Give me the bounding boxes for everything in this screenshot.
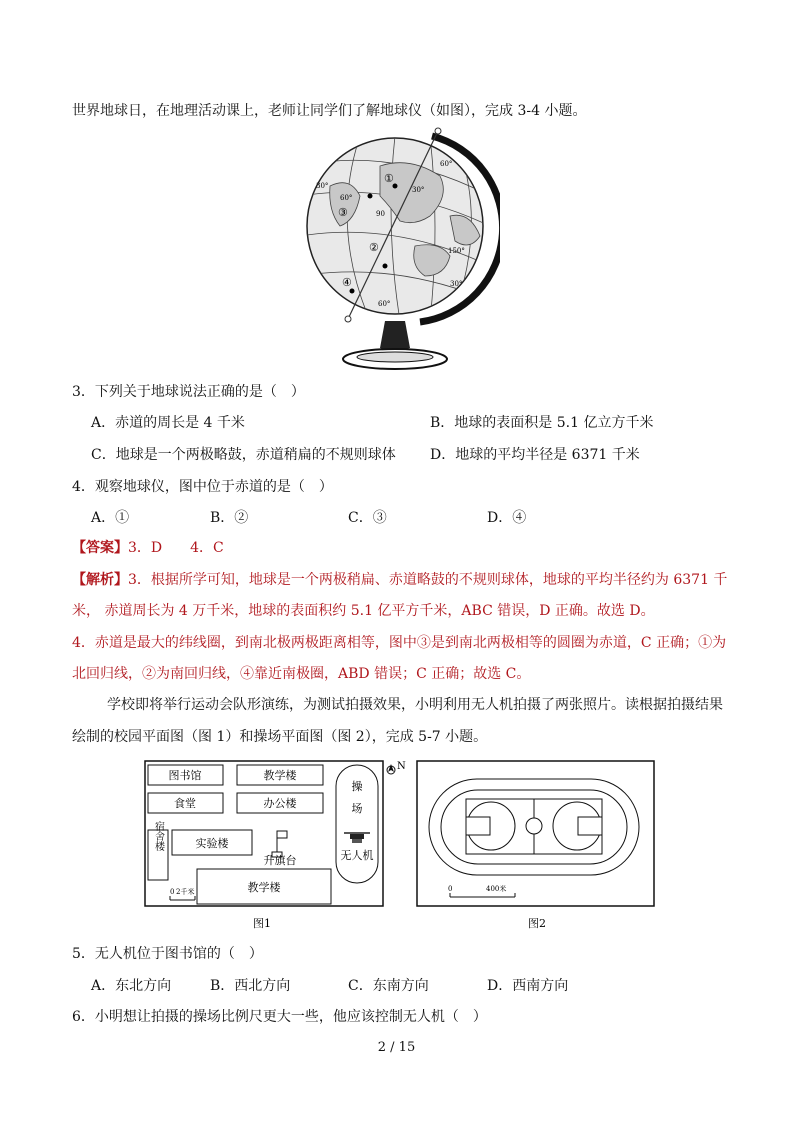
flag-platform-label: 升旗台 xyxy=(263,854,297,867)
canteen-label: 食堂 xyxy=(174,797,196,810)
analysis-text-1: 3．根据所学可知，地球是一个两极稍扁、赤道略鼓的不规则球体，地球的平均半径约为 6371 千 xyxy=(128,572,728,588)
analysis-line-1 xyxy=(72,570,727,590)
svg-text:60°: 60° xyxy=(340,194,353,202)
globe-label-1: ① xyxy=(384,172,394,185)
q3-option-d[interactable]: D．地球的平均半径是 6371 千米 xyxy=(430,447,640,463)
fig2-scale-zero: 0 xyxy=(448,885,453,893)
q4-option-b[interactable]: B．② xyxy=(210,510,249,526)
dorm-label: 宿舍楼 xyxy=(152,821,164,851)
field-label-1: 操 xyxy=(351,780,363,793)
svg-text:30°: 30° xyxy=(412,186,425,194)
q3-option-a[interactable]: A．赤道的周长是 4 千米 xyxy=(91,415,245,431)
q3-option-c[interactable]: C．地球是一个两极略鼓，赤道稍扁的不规则球体 xyxy=(91,447,396,463)
svg-text:90: 90 xyxy=(376,210,385,218)
office-building-label: 办公楼 xyxy=(263,797,297,810)
intro-text-1: 世界地球日，在地理活动课上，老师让同学们了解地球仪（如图），完成 3-4 小题。 xyxy=(72,103,587,119)
lab-building-label: 实验楼 xyxy=(195,837,229,850)
globe-figure xyxy=(300,126,500,376)
north-label: N xyxy=(397,761,406,772)
campus-plan-figure xyxy=(140,757,410,937)
teaching-building-1-label: 教学楼 xyxy=(263,769,297,782)
fig1-scale-label: 2千米 xyxy=(176,888,195,896)
q5-option-b[interactable]: B．西北方向 xyxy=(210,978,291,994)
fig2-scale-label: 400米 xyxy=(486,885,507,893)
q5-option-a[interactable]: A．东北方向 xyxy=(91,978,172,994)
q3-stem: 3．下列关于地球说法正确的是（ ） xyxy=(72,384,305,400)
q4-option-d[interactable]: D．④ xyxy=(487,510,527,526)
intro-text-2b: 绘制的校园平面图（图 1）和操场平面图（图 2），完成 5-7 小题。 xyxy=(72,729,488,745)
q5-stem: 5．无人机位于图书馆的（ ） xyxy=(72,946,263,962)
fig1-caption: 图1 xyxy=(253,917,271,930)
q3-option-b[interactable]: B．地球的表面积是 5.1 亿立方千米 xyxy=(430,415,654,431)
fig1-scale-zero: 0 xyxy=(170,888,175,896)
page-number: 2 / 15 xyxy=(377,1040,416,1055)
globe-stand xyxy=(380,321,410,351)
analysis-label: 【解析】 xyxy=(72,572,128,588)
drone-label: 无人机 xyxy=(340,849,374,862)
svg-text:150°: 150° xyxy=(448,247,465,255)
svg-text:30°: 30° xyxy=(316,182,329,190)
fig2-caption: 图2 xyxy=(528,917,546,930)
north-arrow-icon xyxy=(387,764,395,774)
globe-label-4: ④ xyxy=(342,276,352,289)
analysis-text-4: 北回归线，②为南回归线，④靠近南极圈，ABD 错误；C 正确；故选 C。 xyxy=(72,666,531,682)
q4-option-a[interactable]: A．① xyxy=(91,510,130,526)
svg-text:30°: 30° xyxy=(450,280,463,288)
q4-stem: 4．观察地球仪，图中位于赤道的是（ ） xyxy=(72,479,333,495)
answer-line xyxy=(72,538,224,558)
q5-option-d[interactable]: D．西南方向 xyxy=(487,978,569,994)
globe-label-2: ② xyxy=(369,241,379,254)
answer-text: 3．D 4．C xyxy=(128,540,224,556)
track-plan-figure xyxy=(412,757,662,937)
q5-option-c[interactable]: C．东南方向 xyxy=(348,978,429,994)
answer-label: 【答案】 xyxy=(72,540,128,556)
analysis-text-2: 米， 赤道周长为 4 万千米，地球的表面积约 5.1 亿平方千米，ABC 错误，D 正确。故选 D。 xyxy=(72,603,655,619)
q4-option-c[interactable]: C．③ xyxy=(348,510,387,526)
field-label-2: 场 xyxy=(351,802,363,815)
q6-stem: 6．小明想让拍摄的操场比例尺更大一些，他应该控制无人机（ ） xyxy=(72,1009,487,1025)
svg-text:60°: 60° xyxy=(378,300,391,308)
analysis-text-3: 4．赤道是最大的纬线圈，到南北极两极距离相等，图中③是到南北两极相等的圆圈为赤道，C 正确；①为 xyxy=(72,635,727,651)
globe-label-3: ③ xyxy=(338,206,348,219)
svg-text:60°: 60° xyxy=(440,160,453,168)
teaching-building-2-label: 教学楼 xyxy=(247,881,281,894)
intro-text-2a: 学校即将举行运动会队形演练，为测试拍摄效果，小明利用无人机拍摄了两张照片。读根据拍摄结果 xyxy=(107,697,723,713)
library-label: 图书馆 xyxy=(168,769,202,782)
